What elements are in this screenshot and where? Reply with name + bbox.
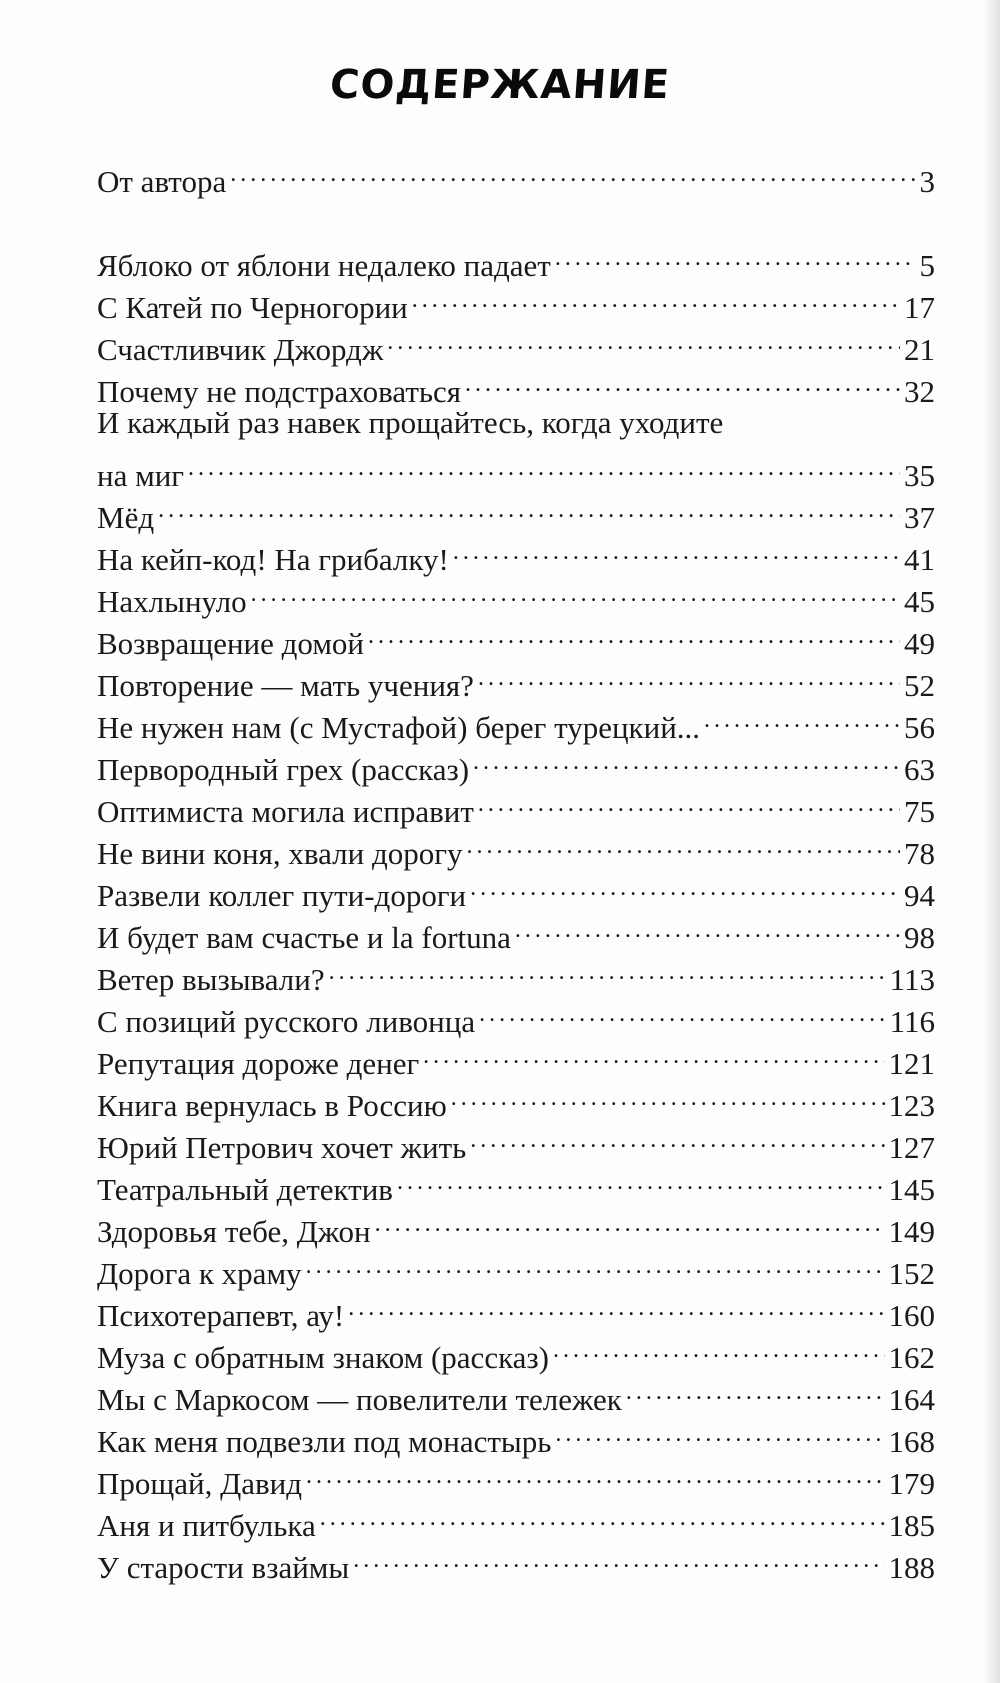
toc-entry-title: Дорога к храму (97, 1256, 302, 1291)
toc-leader-dots (473, 738, 900, 780)
toc-entry-title: на миг (97, 458, 185, 493)
toc-entry[interactable] (97, 486, 935, 535)
toc-entry-page: 188 (888, 1550, 935, 1585)
toc-leader-dots (188, 444, 900, 486)
toc-entry-page: 37 (904, 500, 935, 535)
toc-entry-title: С позиций русского ливонца (97, 1004, 476, 1039)
toc-entry-title: От автора (97, 164, 227, 199)
toc-entry-title: Психотерапевт, ау! (97, 1298, 345, 1333)
toc-entry-title: Оптимиста могила исправит (97, 794, 474, 829)
toc-entry-page: 45 (904, 584, 935, 619)
toc-leader-dots (515, 906, 900, 948)
toc-leader-dots (329, 948, 886, 990)
toc-entry-title: На кейп-код! На грибалку! (97, 542, 449, 577)
toc-entry-page: 168 (888, 1424, 935, 1459)
toc-entry-title: Ветер вызывали? (97, 962, 325, 997)
toc-leader-dots (158, 486, 900, 528)
toc-entry-page: 49 (904, 626, 935, 661)
toc-entry-title: Здоровья тебе, Джон (97, 1214, 371, 1249)
toc-leader-dots (478, 654, 900, 696)
toc-entry-page: 149 (888, 1214, 935, 1249)
toc-entry-title: Счастливчик Джордж (97, 332, 384, 367)
toc-entry-page: 21 (904, 332, 935, 367)
toc-leader-dots (466, 822, 900, 864)
toc-entry-page: 127 (888, 1130, 935, 1165)
toc-entry-page: 145 (888, 1172, 935, 1207)
toc-entry-title: Аня и питбулька (97, 1508, 316, 1543)
toc-entry-title: Муза с обратным знаком (рассказ) (97, 1340, 549, 1375)
page-title: СОДЕРЖАНИЕ (328, 62, 672, 108)
toc-leader-dots (470, 1116, 884, 1158)
toc-entry-page: 116 (889, 1004, 935, 1039)
toc-leader-dots (375, 1200, 885, 1242)
toc-entry-title: Повторение — мать учения? (97, 668, 474, 703)
toc-entry-title: С Катей по Черногории (97, 290, 408, 325)
toc-entry-page: 17 (904, 290, 935, 325)
toc-entry-title: Возвращение домой (97, 626, 365, 661)
toc-entry-page: 162 (888, 1340, 935, 1375)
toc-entry[interactable] (97, 528, 935, 577)
toc-entry-title-line1[interactable]: И каждый раз навек прощайтесь, когда уходите (97, 405, 724, 440)
toc-entry-page: 179 (888, 1466, 935, 1501)
toc-entry-page: 185 (888, 1508, 935, 1543)
toc-entry-page: 3 (919, 164, 935, 199)
toc-entry-page: 121 (888, 1046, 935, 1081)
toc-entry-title: Как меня подвезли под монастырь (97, 1424, 552, 1459)
toc-entry-title: Не нужен нам (с Мустафой) берег турецкий... (97, 710, 701, 745)
toc-entry[interactable] (97, 234, 935, 283)
toc-leader-dots (368, 612, 900, 654)
toc-entry-page: 160 (888, 1298, 935, 1333)
toc-entry-title: Репутация дороже денег (97, 1046, 420, 1081)
toc-entry-title: Развели коллег пути-дороги (97, 878, 467, 913)
toc-leader-dots (320, 1494, 885, 1536)
toc-leader-dots (306, 1452, 884, 1494)
toc-leader-dots (387, 318, 900, 360)
toc-entry-title: Первородный грех (рассказ) (97, 752, 470, 787)
toc-entry[interactable] (97, 444, 935, 493)
toc-entry-page: 35 (904, 458, 935, 493)
toc-leader-dots (470, 864, 900, 906)
toc-leader-dots (465, 360, 900, 402)
toc-entry-page: 56 (904, 710, 935, 745)
toc-entry-page: 5 (919, 248, 935, 283)
toc-leader-dots (479, 990, 886, 1032)
toc-leader-dots (306, 1242, 885, 1284)
table-of-contents (97, 150, 935, 1585)
toc-entry-title: Театральный детектив (97, 1172, 393, 1207)
toc-entry-page: 78 (904, 836, 935, 871)
toc-leader-dots (553, 1326, 885, 1368)
toc-leader-dots (453, 528, 900, 570)
toc-entry-page: 41 (904, 542, 935, 577)
toc-entry-page: 113 (889, 962, 935, 997)
toc-entry-title: Не вини коня, хвали дорогу (97, 836, 463, 871)
toc-leader-dots (397, 1158, 885, 1200)
toc-leader-dots (451, 1074, 885, 1116)
toc-entry-title: Мёд (97, 500, 155, 535)
toc-leader-dots (626, 1368, 885, 1410)
toc-entry-title: Яблоко от яблони недалеко падает (97, 248, 551, 283)
toc-entry-page: 164 (888, 1382, 935, 1417)
toc-leader-dots (423, 1032, 884, 1074)
toc-entry-page: 152 (888, 1256, 935, 1291)
toc-entry-page: 32 (904, 374, 935, 409)
toc-entry-title: Нахлынуло (97, 584, 247, 619)
toc-leader-dots (704, 696, 900, 738)
toc-entry-title: Прощай, Давид (97, 1466, 303, 1501)
toc-entry-title: Книга вернулась в Россию (97, 1088, 447, 1123)
toc-leader-dots (251, 570, 900, 612)
toc-entry-title: Мы с Маркосом — повелители тележек (97, 1382, 622, 1417)
toc-entry-title: И будет вам счастье и la fortuna (97, 920, 511, 955)
toc-entry[interactable] (97, 150, 935, 199)
toc-entry-page: 75 (904, 794, 935, 829)
toc-leader-dots (412, 276, 900, 318)
toc-entry-page: 123 (888, 1088, 935, 1123)
toc-leader-dots (555, 1410, 884, 1452)
toc-entry-page: 94 (904, 878, 935, 913)
toc-leader-dots (478, 780, 900, 822)
toc-entry-title: У старости взаймы (97, 1550, 350, 1585)
page-edge-shadow (984, 0, 1000, 1683)
toc-entry-title: Почему не подстраховаться (97, 374, 462, 409)
toc-entry-page: 98 (904, 920, 935, 955)
toc-leader-dots (348, 1284, 884, 1326)
toc-leader-dots (353, 1536, 884, 1578)
toc-leader-dots (230, 150, 915, 192)
toc-entry-title: Юрий Петрович хочет жить (97, 1130, 467, 1165)
toc-entry-page: 63 (904, 752, 935, 787)
toc-leader-dots (555, 234, 916, 276)
toc-entry-page: 52 (904, 668, 935, 703)
